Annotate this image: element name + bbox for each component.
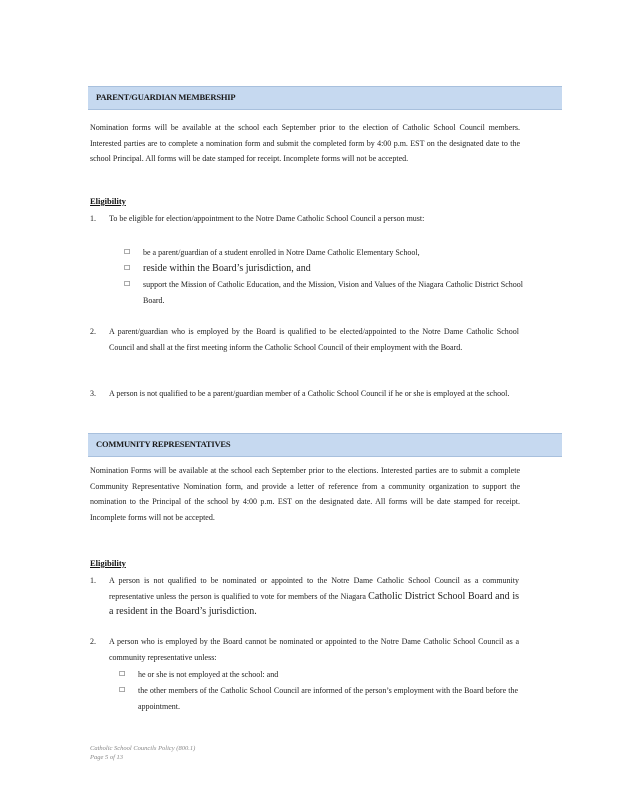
section-title: PARENT/GUARDIAN MEMBERSHIP xyxy=(96,92,236,102)
bullet-text: reside within the Board’s jurisdiction, and xyxy=(143,263,311,274)
footer-page-number: Page 5 of 13 xyxy=(90,754,124,761)
square-bullet-icon: ☐ xyxy=(124,264,131,272)
item-number: 2. xyxy=(90,327,96,336)
item-number: 1. xyxy=(90,576,96,585)
item-number: 2. xyxy=(90,637,96,646)
section-header-parent-guardian xyxy=(88,86,562,110)
section-title: COMMUNITY REPRESENTATIVES xyxy=(96,439,231,449)
eligibility-heading: Eligibility xyxy=(90,558,126,568)
square-bullet-icon: ☐ xyxy=(124,280,131,288)
bullet-text: be a parent/guardian of a student enrolled in Notre Dame Catholic Elementary School, xyxy=(143,248,420,257)
section-header-community xyxy=(88,433,562,457)
item-number: 3. xyxy=(90,389,96,398)
item-text-part: A person is not qualified to be nominated or appointed to the Notre Dame Catholic School Council as a community representative unless the person is qualified to vote for members of the Niagara xyxy=(109,576,519,601)
item-number: 1. xyxy=(90,214,96,223)
item-text: A parent/guardian who is employed by the Board is qualified to be elected/appointed to the Notre Dame Catholic School Council and shall at the first meeting inform the Catholic School Council of their employment with the Board. xyxy=(109,327,519,352)
square-bullet-icon: ☐ xyxy=(119,670,126,678)
item-text: To be eligible for election/appointment to the Notre Dame Catholic School Council a person must: xyxy=(109,214,425,223)
item-text: A person who is employed by the Board cannot be nominated or appointed to the Notre Dame Catholic School Council as a community representative unless: xyxy=(109,637,519,662)
section-intro-paragraph: Nomination Forms will be available at the school each September prior to the elections. Interested parties are to submit a complete Community Representative Nomination form, and provide a letter of reference from a community organization to support the nomination to the Principal of the school by 4:00 p.m. EST on the designated date. All forms will be date stamped for receipt. Incomplete forms will not be accepted. xyxy=(90,466,520,522)
bullet-text: the other members of the Catholic School Council are informed of the person’s employment with the Board before the appointment. xyxy=(138,686,518,711)
square-bullet-icon: ☐ xyxy=(124,248,131,256)
eligibility-heading: Eligibility xyxy=(90,196,126,206)
square-bullet-icon: ☐ xyxy=(119,686,126,694)
page-footer xyxy=(90,744,195,762)
bullet-text: he or she is not employed at the school: and xyxy=(138,670,279,679)
footer-policy: Catholic School Councils Policy (800.1) xyxy=(90,745,196,752)
item-text: A person is not qualified to be a parent/guardian member of a Catholic School Council if he or she is employed at the school. xyxy=(109,389,510,398)
item-text xyxy=(109,573,519,620)
item-text-part-emphasis: Catholic District School Board and is a resident in the Board’s jurisdiction. xyxy=(109,590,520,617)
section-intro-paragraph: Nomination forms will be available at the school each September prior to the election of Catholic School Council members. Interested parties are to complete a nomination form and submit the completed form by 4:00 p.m. EST on the designated date to the school Principal. All forms will be date stamped for receipt. Incomplete forms will not be accepted. xyxy=(90,123,520,163)
bullet-text: support the Mission of Catholic Education, and the Mission, Vision and Values of the Niagara Catholic District School Board. xyxy=(143,280,523,305)
